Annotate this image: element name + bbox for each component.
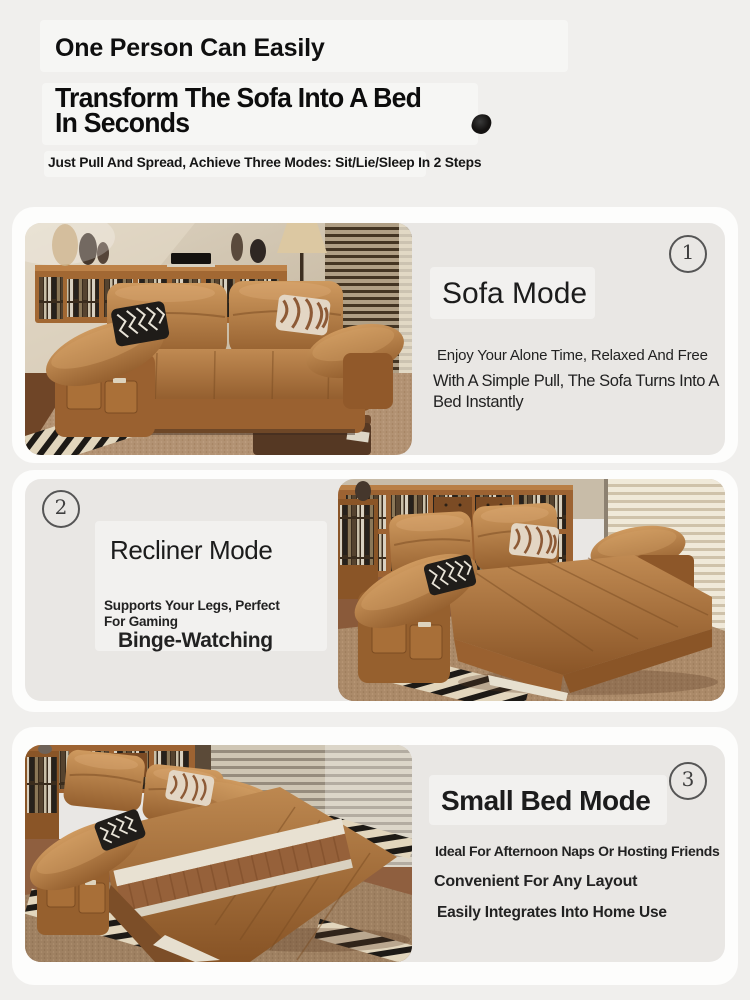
page-title-line2: In Seconds	[55, 107, 190, 138]
small-bed-mode-line3: Easily Integrates Into Home Use	[437, 904, 667, 921]
section-panel-small-bed-mode	[25, 745, 725, 962]
recliner-mode-title: Recliner Mode	[110, 535, 273, 565]
circled-number-3-icon: 3	[669, 762, 707, 800]
page-title-line1: Transform The Sofa Into A Bed	[55, 82, 422, 113]
section-card-sofa-mode	[12, 207, 738, 463]
section-card-recliner-mode	[12, 470, 738, 712]
recliner-mode-description: Binge-Watching	[118, 629, 273, 652]
section-card-small-bed-mode	[12, 727, 738, 985]
small-bed-mode-tagline: Ideal For Afternoon Naps Or Hosting Friends	[435, 843, 720, 859]
sofa-mode-title: Sofa Mode	[442, 277, 588, 310]
circled-number-2-icon: 2	[42, 490, 80, 528]
small-bed-mode-line2: Convenient For Any Layout	[434, 873, 638, 890]
section-panel-recliner-mode	[25, 479, 725, 701]
page-subtitle: Just Pull And Spread, Achieve Three Modes: Sit/Lie/Sleep In 2 Steps	[48, 155, 482, 170]
sofa-mode-description: With A Simple Pull, The Sofa Turns Into A Bed Instantly	[433, 372, 719, 412]
recliner-mode-tagline: Supports Your Legs, Perfect For Gaming	[104, 598, 280, 630]
circled-number-1-icon: 1	[669, 235, 707, 273]
photo-recliner-mode	[338, 479, 725, 701]
photo-small-bed-mode	[25, 745, 412, 962]
section-panel-sofa-mode	[25, 223, 725, 455]
sofa-mode-tagline: Enjoy Your Alone Time, Relaxed And Free	[437, 347, 708, 364]
header-eyebrow: One Person Can Easily	[55, 34, 325, 62]
small-bed-mode-title: Small Bed Mode	[441, 785, 651, 816]
photo-sofa-mode	[25, 223, 412, 455]
page-title	[55, 82, 422, 138]
